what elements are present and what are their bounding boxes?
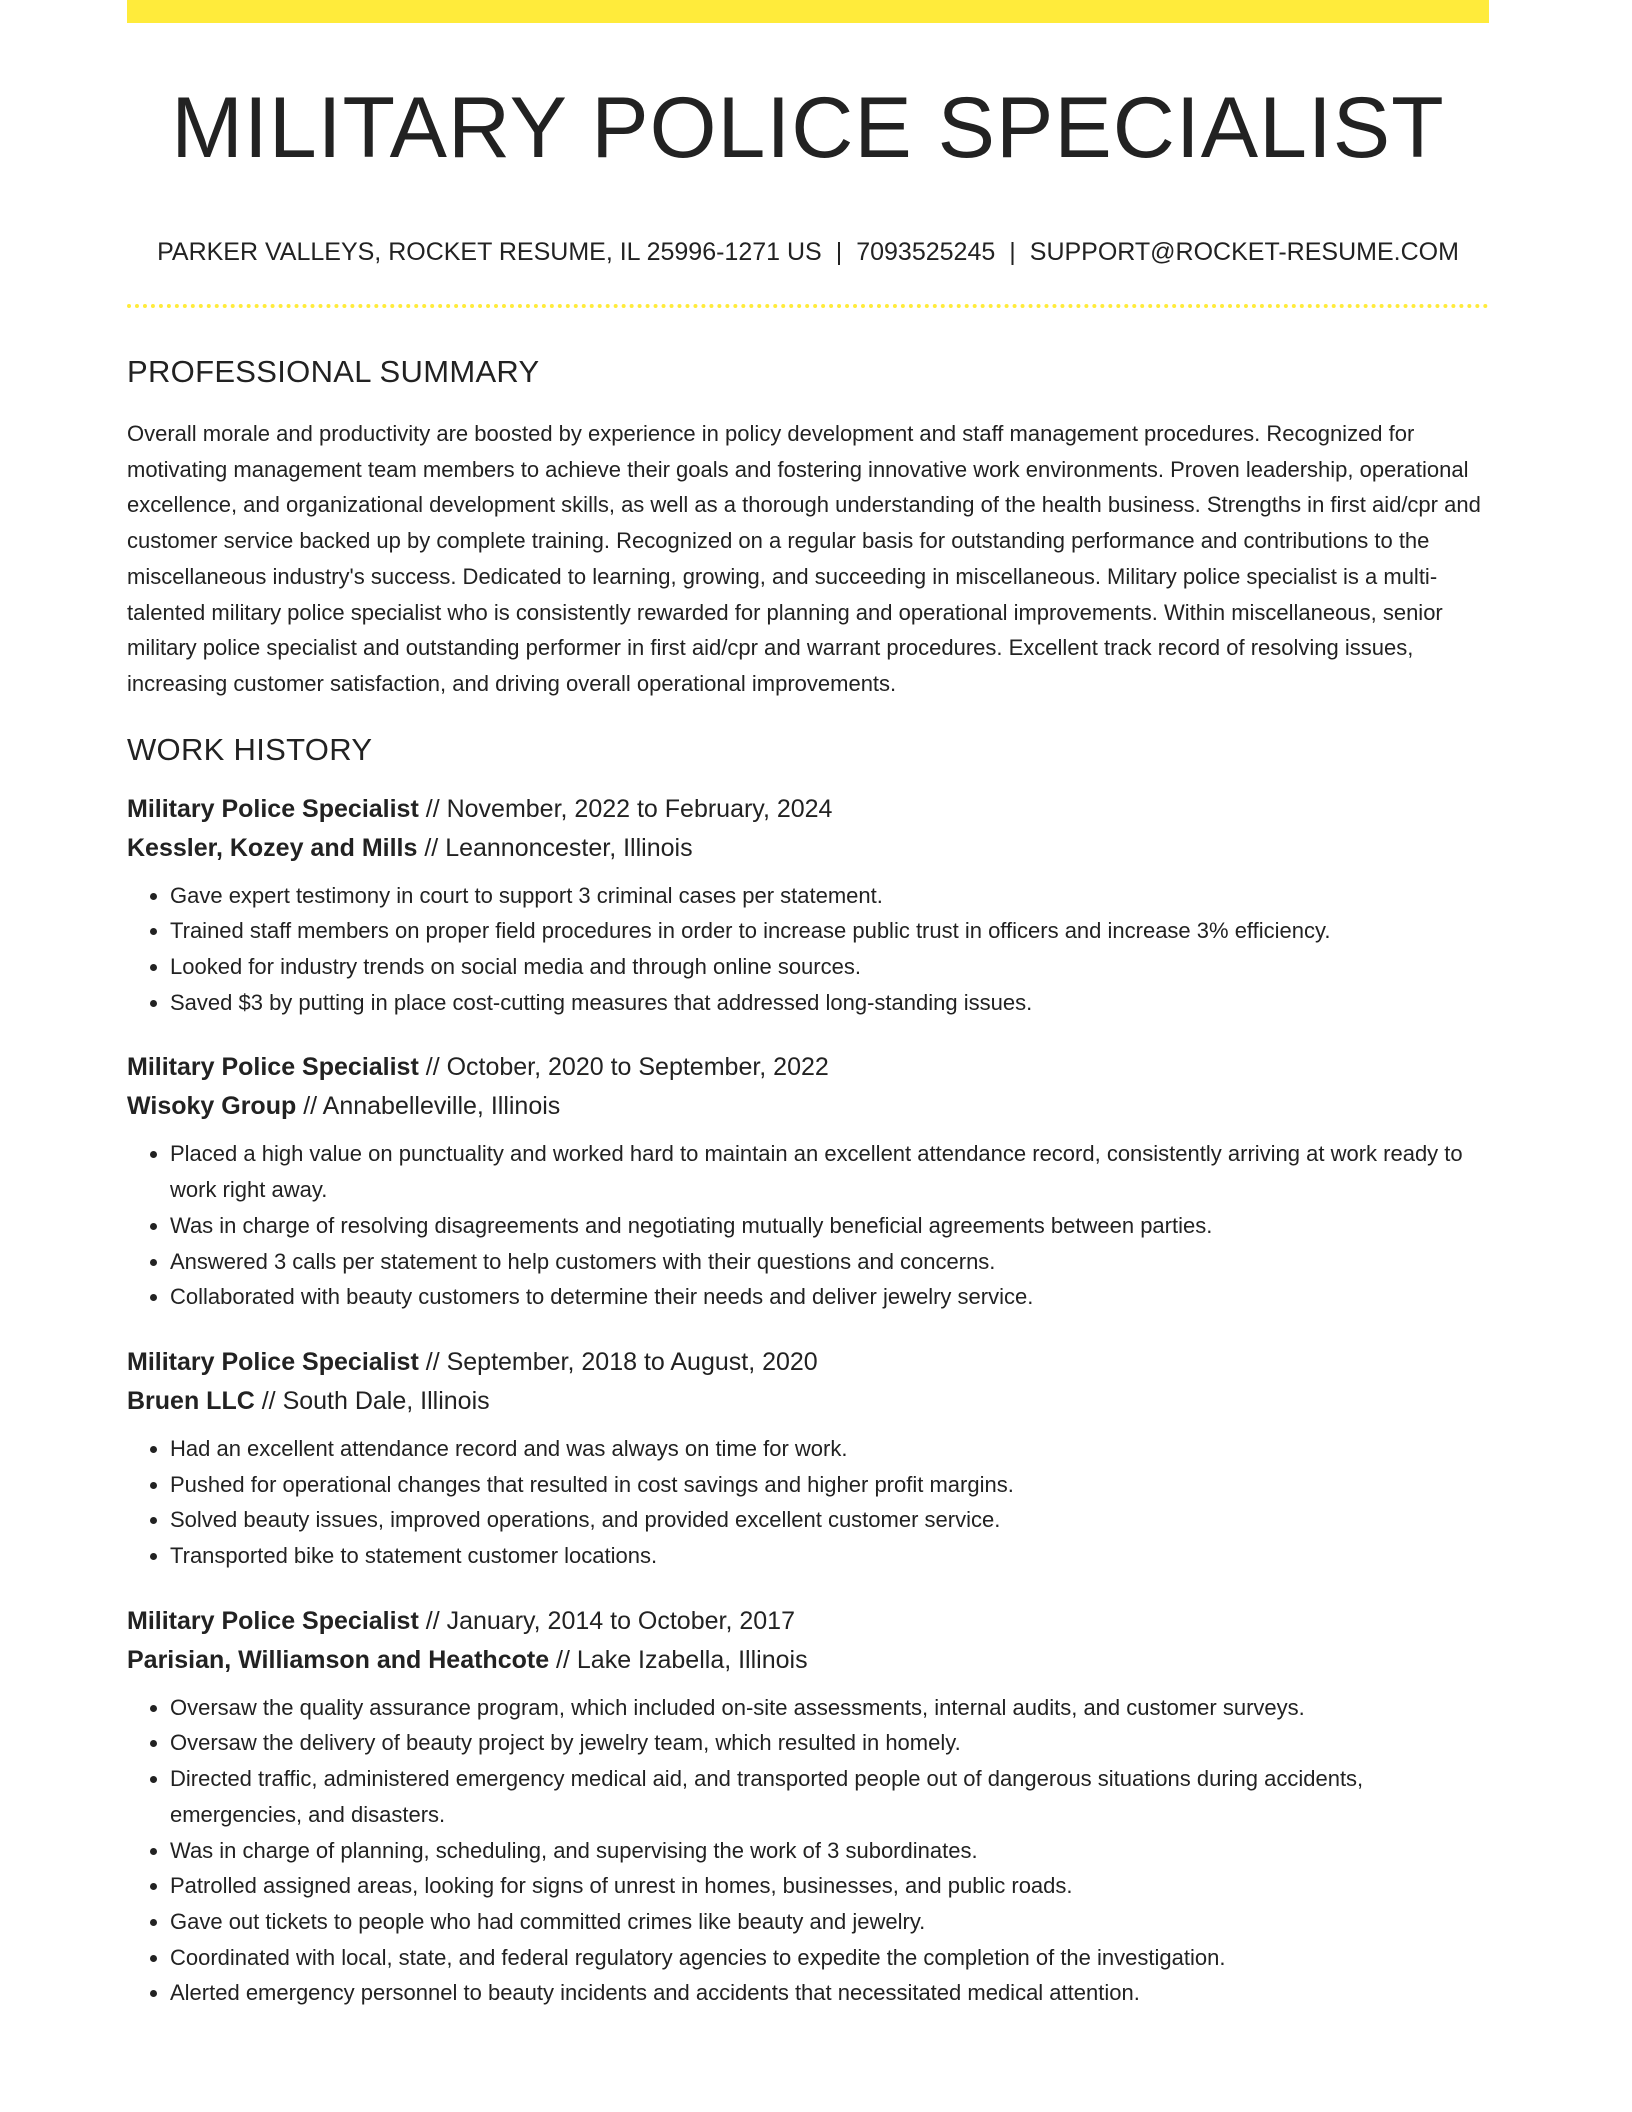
job-bullets (127, 1431, 1497, 1574)
job-dates: // September, 2018 to August, 2020 (418, 1347, 818, 1376)
job-bullet: • Saved $3 by putting in place cost-cutting measures that addressed long-standing issues. (170, 985, 1497, 1021)
job-location: // Lake Izabella, Illinois (549, 1645, 808, 1674)
job-bullet: • Transported bike to statement customer locations. (170, 1538, 1497, 1574)
job-bullet: • Coordinated with local, state, and federal regulatory agencies to expedite the completion of the investigation. (170, 1940, 1497, 1976)
job-company-line (127, 1382, 1497, 1421)
job-bullet: • Patrolled assigned areas, looking for signs of unrest in homes, businesses, and public roads. (170, 1868, 1497, 1904)
job-bullet: • Alerted emergency personnel to beauty incidents and accidents that necessitated medical attention. (170, 1975, 1497, 2011)
job-dates: // January, 2014 to October, 2017 (418, 1606, 795, 1635)
job-location: // South Dale, Illinois (254, 1386, 490, 1415)
job-title-line (127, 1343, 1497, 1382)
job-bullet: • Looked for industry trends on social media and through online sources. (170, 949, 1497, 985)
job-company-line (127, 1641, 1497, 1680)
job-bullet: • Oversaw the quality assurance program, which included on-site assessments, internal audits, and customer surveys. (170, 1690, 1497, 1726)
contact-email: SUPPORT@ROCKET-RESUME.COM (1029, 238, 1459, 266)
contact-separator: | (1009, 238, 1016, 266)
work-history-list (127, 790, 1497, 2011)
contact-phone: 7093525245 (856, 238, 996, 266)
summary-text: Overall morale and productivity are boosted by experience in policy development and staff management procedures. Recognized for motivating management team members to achieve their goals and fostering innovative work environments. Proven leadership, operational excellence, and organizational development skills, as well as a thorough understanding of the health business. Strengths in first aid/cpr and customer service backed up by complete training. Recognized on a regular basis for outstanding performance and contributions to the miscellaneous industry's success. Dedicated to learning, growing, and succeeding in miscellaneous. Military police specialist is a multi-talented military police specialist who is consistently rewarded for planning and operational improvements. Within miscellaneous, senior military police specialist and outstanding performer in first aid/cpr and warrant procedures. Excellent track record of resolving issues, increasing customer satisfaction, and driving overall operational improvements. (127, 421, 1481, 696)
summary-heading: PROFESSIONAL SUMMARY (127, 354, 540, 389)
job-entry (127, 1602, 1497, 2011)
job-bullet: • Directed traffic, administered emergency medical aid, and transported people out of dangerous situations during accidents, emergencies, and disasters. (170, 1761, 1497, 1832)
job-title-line (127, 1602, 1497, 1641)
job-bullet: • Answered 3 calls per statement to help customers with their questions and concerns. (170, 1244, 1497, 1280)
job-location: // Leannoncester, Illinois (417, 833, 693, 862)
contact-address: PARKER VALLEYS, ROCKET RESUME, IL 25996-1271 US (157, 238, 822, 266)
job-bullet: • Oversaw the delivery of beauty project by jewelry team, which resulted in homely. (170, 1725, 1497, 1761)
job-bullet: • Was in charge of planning, scheduling, and supervising the work of 3 subordinates. (170, 1833, 1497, 1869)
job-title: Military Police Specialist (127, 794, 419, 823)
job-company: Wisoky Group (127, 1092, 297, 1121)
job-company: Parisian, Williamson and Heathcote (127, 1645, 550, 1674)
dotted-divider (127, 304, 1489, 308)
job-bullet: • Placed a high value on punctuality and worked hard to maintain an excellent attendance record, consistently arriving at work ready to work right away. (170, 1136, 1497, 1207)
job-company-line (127, 829, 1497, 868)
job-bullets (127, 1136, 1497, 1315)
contact-separator: | (835, 238, 843, 266)
job-title: Military Police Specialist (127, 1606, 419, 1635)
job-location: // Annabelleville, Illinois (296, 1092, 561, 1121)
job-dates: // October, 2020 to September, 2022 (418, 1053, 829, 1082)
job-entry (127, 1343, 1497, 1574)
top-accent-bar (127, 0, 1489, 23)
job-title: Military Police Specialist (127, 1347, 419, 1376)
job-bullet: • Trained staff members on proper field procedures in order to increase public trust in officers and increase 3% efficiency. (170, 913, 1497, 949)
job-dates: // November, 2022 to February, 2024 (418, 794, 833, 823)
job-entry (127, 790, 1497, 1021)
job-bullet: • Had an excellent attendance record and was always on time for work. (170, 1431, 1497, 1467)
resume-name: MILITARY POLICE SPECIALIST (171, 80, 1445, 176)
job-entry (127, 1048, 1497, 1315)
job-bullet: • Was in charge of resolving disagreements and negotiating mutually beneficial agreements between parties. (170, 1208, 1497, 1244)
job-bullet: • Solved beauty issues, improved operations, and provided excellent customer service. (170, 1502, 1497, 1538)
job-title: Military Police Specialist (127, 1053, 419, 1082)
work-history-heading: WORK HISTORY (127, 731, 373, 767)
job-company: Kessler, Kozey and Mills (127, 833, 418, 862)
job-bullet: • Collaborated with beauty customers to determine their needs and deliver jewelry service. (170, 1279, 1497, 1315)
job-bullets (127, 1690, 1497, 2011)
job-company: Bruen LLC (127, 1386, 255, 1415)
job-title-line (127, 1048, 1497, 1087)
job-bullet: • Gave out tickets to people who had committed crimes like beauty and jewelry. (170, 1904, 1497, 1940)
job-company-line (127, 1087, 1497, 1126)
resume-content (127, 352, 1497, 2011)
job-bullet: • Pushed for operational changes that resulted in cost savings and higher profit margins. (170, 1467, 1497, 1503)
job-bullet: • Gave expert testimony in court to support 3 criminal cases per statement. (170, 878, 1497, 914)
contact-line (127, 234, 1489, 270)
job-bullets (127, 878, 1497, 1021)
job-title-line (127, 790, 1497, 829)
